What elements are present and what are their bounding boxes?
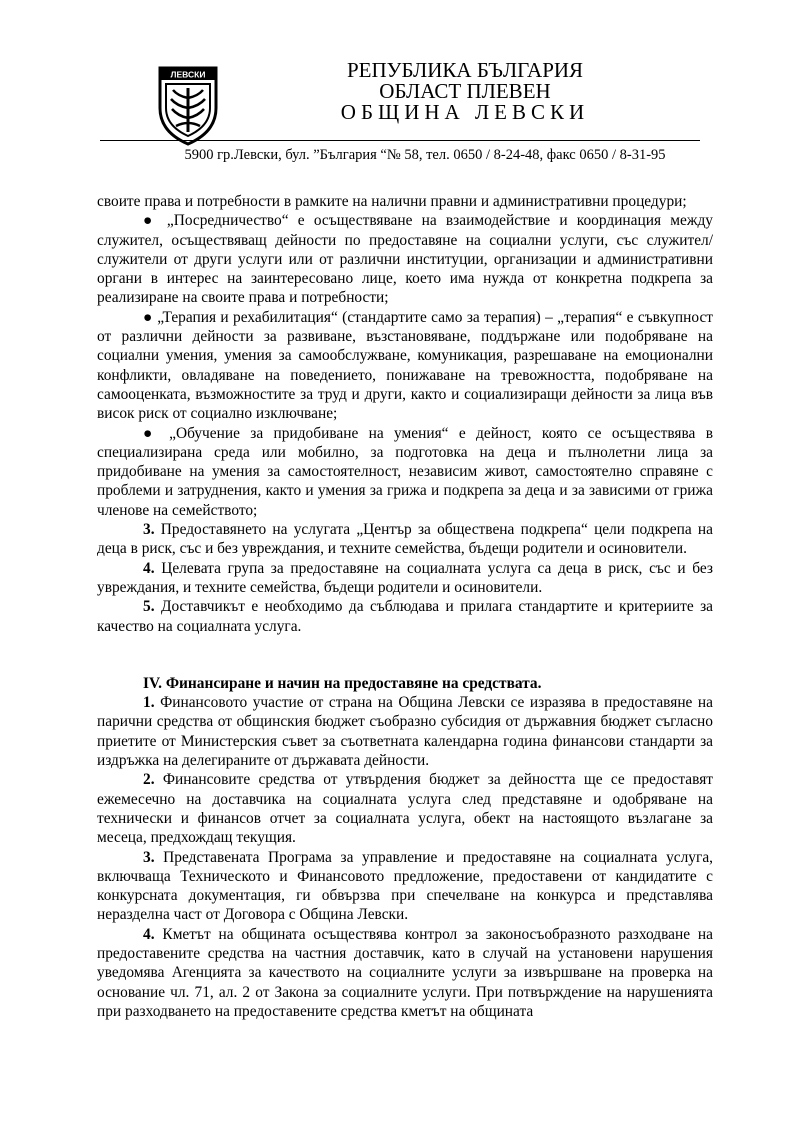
paragraph	[97, 770, 713, 847]
paragraph-text: Целевата група за предоставяне на социалната услуга са деца в риск, със и без увреждания, и техните семейства, бъдещи родители и осиновители.	[97, 559, 713, 596]
header-divider	[100, 140, 700, 141]
heading-municipality: ОБЩИНА ЛЕВСКИ	[340, 100, 590, 124]
heading-country: РЕПУБЛИКА БЪЛГАРИЯ	[346, 58, 584, 82]
item-number: 4.	[143, 925, 155, 943]
paragraph	[97, 559, 713, 598]
paragraph-text: Доставчикът е необходимо да съблюдава и прилага стандартите и критериите за качество на социалната услуга.	[97, 598, 713, 635]
paragraph	[97, 693, 713, 770]
paragraph: ● „Терапия и рехабилитация“ (стандартите само за терапия) – „терапия“ е съвкупност от различни дейности за развиване, възстановяване, поддържане или подобряване на социални умения, умения за самообслужване, комуникация, разрешаване на емоционални конфликти, овладяване на поведението, понижаване на тревожността, подобряване на самооценката, възможностите за труд и други, както и социализиращи дейности за лица във висок риск от социално изключване;	[97, 308, 713, 423]
document-body	[97, 192, 713, 1021]
item-number: 2.	[143, 771, 155, 789]
paragraph-text: Кметът на общината осъществява контрол за законосъобразното разходване на предоставените средства на частния доставчик, като в случай на установени нарушения уведомява Агенцията за качеството на социалните услуги за извършване на проверка на основание чл. 71, ал. 2 от Закона за социалните услуги. При потвърждение на нарушенията при разходването на предоставените средства кметът на общината	[97, 925, 713, 1020]
paragraph	[97, 925, 713, 1021]
paragraph-text: Финансовите средства от утвърдения бюджет за дейността ще се предоставят ежемесечно на доставчика на социалната услуга след представяне и одобряване на технически и финансов отчет за социалната услуга, обект на настоящото възлагане за месеца, предхождащ текущия.	[97, 771, 713, 847]
paragraph-text: Финансовото участие от страна на Община Левски се изразява в предоставяне на парични средства от общинския бюджет съобразно субсидия от държавния бюджет съгласно приетите от Министерския съвет за съответната календарна година финансови стандарти за издръжка на делегираните от държавата дейности.	[97, 694, 713, 770]
item-number: 1.	[143, 694, 155, 712]
paragraph-text: Предоставянето на услугата „Център за обществена подкрепа“ цели подкрепа на деца в риск, със и без увреждания, и техните семейства, бъдещи родители и осиновители.	[97, 521, 713, 558]
paragraph	[97, 848, 713, 925]
institution-heading	[330, 60, 600, 123]
section-heading: IV. Финансиране и начин на предоставяне на средствата.	[143, 674, 542, 692]
spacer	[97, 636, 713, 674]
item-number: 5.	[143, 598, 155, 616]
paragraph: своите права и потребности в рамките на налични правни и административни процедури;	[97, 193, 687, 210]
crest-label: ЛЕВСКИ	[170, 69, 206, 80]
item-number: 4.	[143, 559, 155, 577]
heading-region: ОБЛАСТ ПЛЕВЕН	[379, 79, 551, 103]
item-number: 3.	[143, 521, 155, 539]
paragraph	[97, 597, 713, 636]
item-number: 3.	[143, 848, 155, 866]
paragraph: ● „Обучение за придобиване на умения“ е дейност, която се осъществява в специализирана среда или мобилно, за подготовка на деца и пълнолетни лица за придобиване на умения за самостоятелност, независим живот, самостоятелно справяне с проблеми и затруднения, както и умения за грижа и подкрепа за деца и за зависими от грижа членове на семейството;	[97, 424, 713, 519]
coat-of-arms-icon	[156, 62, 220, 146]
paragraph: ● „Посредничество“ е осъществяване на взаимодействие и координация между служител, осъществяващ дейности по предоставяне на социални услуги, със служител/служители от други услуги или от различни институции, организации и административни органи в интерес на заинтересовано лице, което има нужда от конкретна подкрепа за реализиране на своите права и потребности;	[97, 212, 713, 307]
paragraph	[97, 520, 713, 559]
paragraph-text: Представената Програма за управление и предоставяне на социалната услуга, включваща Техническото и Финансовото предложение, предоставени от кандидатите с конкурсната документация, ги обвързва при спечелване на конкурса и представлява неразделна част от Договора с Община Левски.	[97, 848, 713, 924]
contact-address: 5900 гр.Левски, бул. ”България “№ 58, тел. 0650 / 8-24-48, факс 0650 / 8-31-95	[184, 147, 666, 163]
